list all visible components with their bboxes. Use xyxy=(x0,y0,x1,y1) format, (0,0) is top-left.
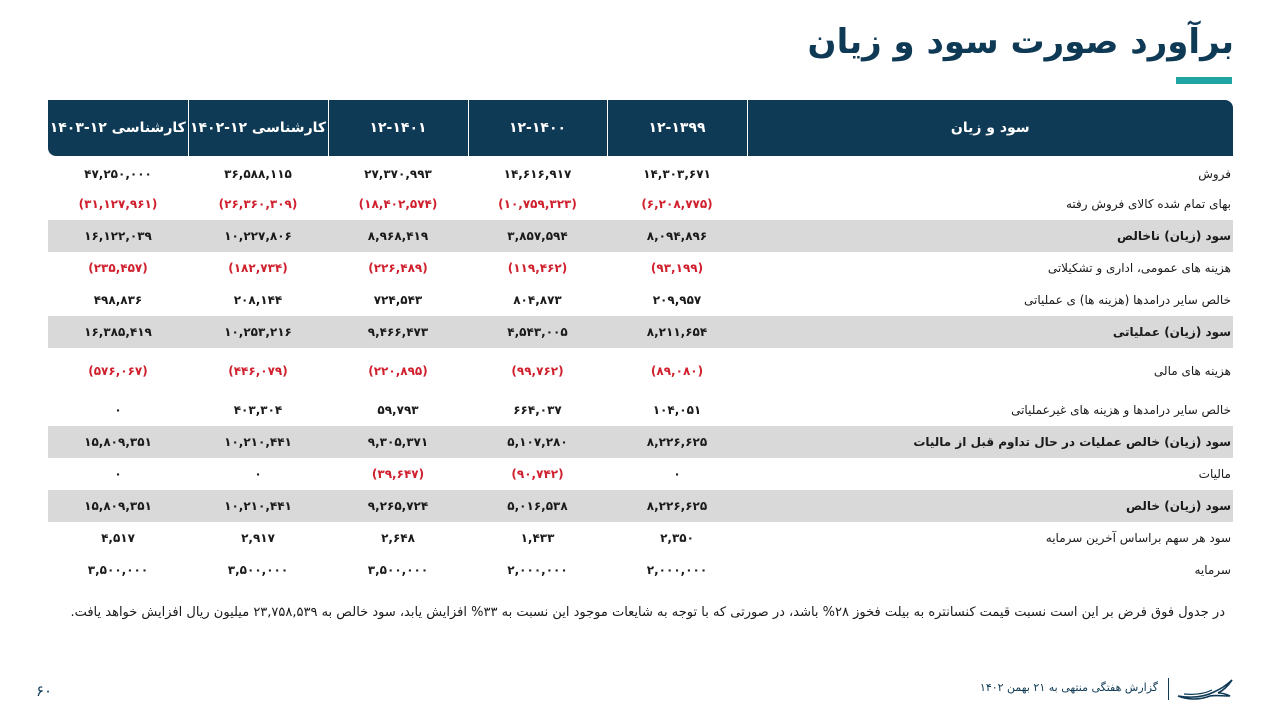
footer-divider xyxy=(1168,678,1169,700)
cell-value: (۱۰,۷۵۹,۳۲۳) xyxy=(498,197,577,211)
cell-value: ۱۵,۸۰۹,۳۵۱ xyxy=(48,490,188,522)
column-header: کارشناسی ۱۲-۱۴۰۳ xyxy=(48,100,188,156)
cell-value: ۹,۳۰۵,۳۷۱ xyxy=(328,426,468,458)
cell-value: ۸۰۴,۸۷۳ xyxy=(513,293,562,307)
table-row xyxy=(48,220,1233,252)
table-row xyxy=(48,316,1233,348)
row-label: سود هر سهم براساس آخرین سرمایه xyxy=(1045,531,1231,545)
cell-value: (۹۳,۱۹۹) xyxy=(650,261,704,275)
column-header: ۱۲-۱۴۰۱ xyxy=(328,100,468,156)
cell-value: (۲۶,۳۶۰,۳۰۹) xyxy=(218,197,298,211)
row-label: سود (زیان) عملیاتی xyxy=(747,316,1233,348)
page-number: ۶۰ xyxy=(36,682,53,700)
row-label: بهای تمام شده کالای فروش رفته xyxy=(1066,197,1231,211)
table-row xyxy=(48,348,1233,394)
row-label: سرمایه xyxy=(1194,563,1231,577)
cell-value: (۱۸,۴۰۲,۵۷۴) xyxy=(358,197,438,211)
row-label: سود (زیان) خالص عملیات در حال تداوم قبل از مالیات xyxy=(747,426,1233,458)
cell-value: (۴۴۶,۰۷۹) xyxy=(228,364,288,378)
cell-value: ۰ xyxy=(254,467,262,481)
cell-value: ۸,۲۲۶,۶۲۵ xyxy=(607,490,747,522)
cell-value: ۱۰,۲۲۷,۸۰۶ xyxy=(188,220,328,252)
row-label: هزینه های مالی xyxy=(1153,364,1231,378)
cell-value: (۲۲۰,۸۹۵) xyxy=(368,364,428,378)
cell-value: ۲۰۸,۱۴۴ xyxy=(233,293,283,307)
cell-value: ۸,۹۶۸,۴۱۹ xyxy=(328,220,468,252)
table-row xyxy=(48,188,1233,220)
row-label: خالص سایر درامدها (هزینه ها) ی عملیاتی xyxy=(1024,293,1231,307)
cell-value: (۵۷۶,۰۶۷) xyxy=(88,364,148,378)
row-label: سود (زیان) ناخالص xyxy=(747,220,1233,252)
cell-value: ۸,۲۱۱,۶۵۴ xyxy=(607,316,747,348)
cell-value: (۱۱۹,۴۶۲) xyxy=(507,261,568,275)
table-row xyxy=(48,554,1233,586)
footnote-text: در جدول فوق فرض بر این است نسبت قیمت کنسانتره به بیلت فخوز ۲۸% باشد، در صورتی که با توجه به شایعات موجود این نسبت به ۳۳% افزایش یابد، سود خالص به ۲۳,۷۵۸,۵۳۹ میلیون ریال افزایش خواهد یافت. xyxy=(70,605,1225,620)
cell-value: (۳۱,۱۲۷,۹۶۱) xyxy=(78,197,158,211)
table-row xyxy=(48,156,1233,188)
cell-value: ۱۴,۶۱۶,۹۱۷ xyxy=(503,167,572,181)
cell-value: ۴۷,۲۵۰,۰۰۰ xyxy=(84,167,152,181)
title-accent-bar xyxy=(1176,77,1232,84)
cell-value: ۳,۵۰۰,۰۰۰ xyxy=(367,563,429,577)
cell-value: ۰ xyxy=(673,467,681,481)
page-title: برآورد صورت سود و زیان xyxy=(807,22,1234,62)
cell-value: ۴,۵۴۳,۰۰۵ xyxy=(468,316,607,348)
column-header: ۱۲-۱۴۰۰ xyxy=(468,100,607,156)
row-label: فروش xyxy=(1198,167,1231,181)
cell-value: ۳۶,۵۸۸,۱۱۵ xyxy=(224,167,292,181)
cell-value: ۱۶,۱۲۲,۰۳۹ xyxy=(48,220,188,252)
cell-value: ۲,۰۰۰,۰۰۰ xyxy=(646,563,708,577)
cell-value: ۸,۲۲۶,۶۲۵ xyxy=(607,426,747,458)
row-label: هزینه های عمومی، اداری و تشکیلاتی xyxy=(1047,261,1231,275)
cell-value: ۱,۴۳۳ xyxy=(520,531,555,545)
table-header-row xyxy=(48,100,1233,156)
cell-value: ۸,۰۹۴,۸۹۶ xyxy=(607,220,747,252)
cell-value: (۸۹,۰۸۰) xyxy=(650,364,704,378)
cell-value: (۱۸۲,۷۳۴) xyxy=(228,261,288,275)
row-label: سود (زیان) خالص xyxy=(747,490,1233,522)
report-label: گزارش هفتگی منتهی به ۲۱ بهمن ۱۴۰۲ xyxy=(979,681,1158,694)
cell-value: ۱۴,۳۰۳,۶۷۱ xyxy=(643,167,711,181)
cell-value: ۶۶۴,۰۳۷ xyxy=(513,403,562,417)
cell-value: ۱۰,۲۵۳,۲۱۶ xyxy=(188,316,328,348)
table-row xyxy=(48,252,1233,284)
cell-value: ۹,۴۶۶,۴۷۳ xyxy=(328,316,468,348)
cell-value: ۲,۶۴۸ xyxy=(381,531,415,545)
column-header: ۱۲-۱۳۹۹ xyxy=(607,100,747,156)
cell-value: ۹,۲۶۵,۷۲۴ xyxy=(328,490,468,522)
cell-value: ۳,۵۰۰,۰۰۰ xyxy=(227,563,289,577)
cell-value: ۲,۹۱۷ xyxy=(241,531,275,545)
cell-value: ۱۶,۳۸۵,۴۱۹ xyxy=(48,316,188,348)
cell-value: ۳,۸۵۷,۵۹۴ xyxy=(468,220,607,252)
cell-value: (۳۹,۶۴۷) xyxy=(371,467,425,481)
column-header: کارشناسی ۱۲-۱۴۰۲ xyxy=(188,100,328,156)
cell-value: ۲۰۹,۹۵۷ xyxy=(652,293,702,307)
company-logo-icon xyxy=(1176,676,1234,702)
cell-value: ۲۷,۳۷۰,۹۹۳ xyxy=(364,167,432,181)
table-row xyxy=(48,426,1233,458)
cell-value: (۹۹,۷۶۲) xyxy=(511,364,564,378)
cell-value: ۱۰,۲۱۰,۴۴۱ xyxy=(188,490,328,522)
cell-value: ۰ xyxy=(114,403,122,417)
cell-value: ۵۹,۷۹۳ xyxy=(377,403,419,417)
cell-value: ۱۵,۸۰۹,۳۵۱ xyxy=(48,426,188,458)
cell-value: ۰ xyxy=(114,467,122,481)
cell-value: ۲,۰۰۰,۰۰۰ xyxy=(507,563,568,577)
cell-value: (۹۰,۷۴۲) xyxy=(511,467,564,481)
row-label: مالیات xyxy=(1198,467,1231,481)
cell-value: ۵,۱۰۷,۲۸۰ xyxy=(468,426,607,458)
cell-value: ۲,۳۵۰ xyxy=(660,531,694,545)
profit-loss-table xyxy=(48,100,1233,586)
column-header: سود و زیان xyxy=(747,100,1233,156)
table-row xyxy=(48,458,1233,490)
table-row xyxy=(48,394,1233,426)
cell-value: (۶,۲۰۸,۷۷۵) xyxy=(641,197,713,211)
row-label: خالص سایر درامدها و هزینه های غیرعملیاتی xyxy=(1011,403,1231,417)
cell-value: (۲۳۵,۴۵۷) xyxy=(88,261,148,275)
cell-value: ۳,۵۰۰,۰۰۰ xyxy=(87,563,149,577)
table-row xyxy=(48,490,1233,522)
cell-value: ۴۹۸,۸۳۶ xyxy=(93,293,143,307)
cell-value: ۵,۰۱۶,۵۳۸ xyxy=(468,490,607,522)
cell-value: ۱۰,۲۱۰,۴۴۱ xyxy=(188,426,328,458)
table-row xyxy=(48,284,1233,316)
table-row xyxy=(48,522,1233,554)
cell-value: ۷۲۴,۵۴۳ xyxy=(373,293,423,307)
cell-value: ۴,۵۱۷ xyxy=(101,531,135,545)
cell-value: ۴۰۳,۳۰۴ xyxy=(233,403,283,417)
cell-value: (۲۲۶,۴۸۹) xyxy=(368,261,428,275)
cell-value: ۱۰۴,۰۵۱ xyxy=(652,403,702,417)
